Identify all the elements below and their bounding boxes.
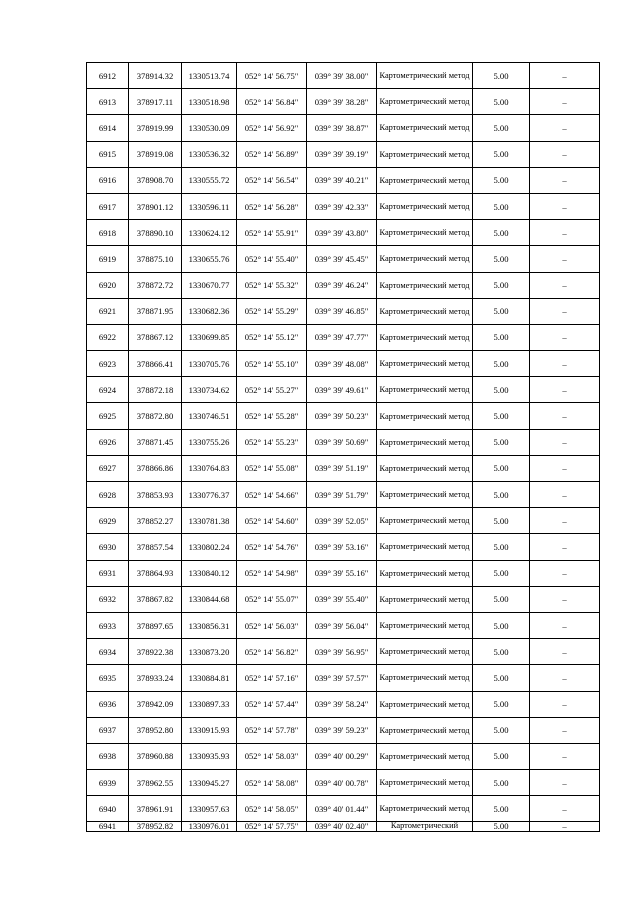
- dash-cell: –: [530, 351, 600, 377]
- table-row: [87, 115, 600, 141]
- latitude-cell: 052° 14' 55.40": [237, 246, 307, 272]
- dash-cell: –: [530, 534, 600, 560]
- y-coordinate-cell: 1330776.37: [182, 482, 237, 508]
- y-coordinate-cell: 1330655.76: [182, 246, 237, 272]
- longitude-cell: 039° 39' 45.45": [307, 246, 377, 272]
- method-cell: Картометрический метод: [377, 167, 473, 193]
- accuracy-cell: 5.00: [473, 534, 530, 560]
- method-cell: Картометрический метод: [377, 455, 473, 481]
- method-cell: Картометрический метод: [377, 63, 473, 89]
- y-coordinate-cell: 1330670.77: [182, 272, 237, 298]
- method-cell: Картометрический метод: [377, 612, 473, 638]
- x-coordinate-cell: 378961.91: [129, 796, 182, 822]
- method-cell: Картометрический метод: [377, 298, 473, 324]
- y-coordinate-cell: 1330536.32: [182, 141, 237, 167]
- y-coordinate-cell: 1330624.12: [182, 220, 237, 246]
- table-row: [87, 534, 600, 560]
- point-number-cell: 6913: [87, 89, 129, 115]
- point-number-cell: 6921: [87, 298, 129, 324]
- latitude-cell: 052° 14' 55.28": [237, 403, 307, 429]
- accuracy-cell: 5.00: [473, 377, 530, 403]
- latitude-cell: 052° 14' 54.60": [237, 508, 307, 534]
- y-coordinate-cell: 1330518.98: [182, 89, 237, 115]
- table-row: [87, 665, 600, 691]
- table-row: [87, 272, 600, 298]
- method-cell: Картометрический метод: [377, 324, 473, 350]
- accuracy-cell: 5.00: [473, 691, 530, 717]
- longitude-cell: 039° 39' 46.85": [307, 298, 377, 324]
- point-number-cell: 6915: [87, 141, 129, 167]
- accuracy-cell: 5.00: [473, 63, 530, 89]
- method-cell: Картометрический метод: [377, 141, 473, 167]
- dash-cell: –: [530, 796, 600, 822]
- dash-cell: –: [530, 743, 600, 769]
- method-cell: Картометрический метод: [377, 482, 473, 508]
- point-number-cell: 6923: [87, 351, 129, 377]
- dash-cell: –: [530, 665, 600, 691]
- accuracy-cell: 5.00: [473, 403, 530, 429]
- longitude-cell: 039° 40' 01.44": [307, 796, 377, 822]
- accuracy-cell: 5.00: [473, 743, 530, 769]
- y-coordinate-cell: 1330935.93: [182, 743, 237, 769]
- accuracy-cell: 5.00: [473, 167, 530, 193]
- y-coordinate-cell: 1330884.81: [182, 665, 237, 691]
- accuracy-cell: 5.00: [473, 455, 530, 481]
- point-number-cell: 6938: [87, 743, 129, 769]
- accuracy-cell: 5.00: [473, 324, 530, 350]
- table-row: [87, 455, 600, 481]
- y-coordinate-cell: 1330530.09: [182, 115, 237, 141]
- point-number-cell: 6929: [87, 508, 129, 534]
- x-coordinate-cell: 378914.32: [129, 63, 182, 89]
- x-coordinate-cell: 378875.10: [129, 246, 182, 272]
- latitude-cell: 052° 14' 56.89": [237, 141, 307, 167]
- table-row: [87, 691, 600, 717]
- x-coordinate-cell: 378917.11: [129, 89, 182, 115]
- y-coordinate-cell: 1330705.76: [182, 351, 237, 377]
- method-cell: Картометрический метод: [377, 639, 473, 665]
- longitude-cell: 039° 39' 51.79": [307, 482, 377, 508]
- latitude-cell: 052° 14' 57.75": [237, 822, 307, 832]
- table-row: [87, 717, 600, 743]
- longitude-cell: 039° 39' 50.23": [307, 403, 377, 429]
- y-coordinate-cell: 1330764.83: [182, 455, 237, 481]
- latitude-cell: 052° 14' 56.92": [237, 115, 307, 141]
- table-row: [87, 770, 600, 796]
- y-coordinate-cell: 1330957.63: [182, 796, 237, 822]
- x-coordinate-cell: 378919.99: [129, 115, 182, 141]
- accuracy-cell: 5.00: [473, 89, 530, 115]
- method-cell: Картометрический метод: [377, 691, 473, 717]
- point-number-cell: 6935: [87, 665, 129, 691]
- longitude-cell: 039° 39' 38.00": [307, 63, 377, 89]
- accuracy-cell: 5.00: [473, 429, 530, 455]
- table-row: [87, 612, 600, 638]
- method-cell: Картометрический метод: [377, 115, 473, 141]
- table-row: [87, 193, 600, 219]
- x-coordinate-cell: 378872.72: [129, 272, 182, 298]
- accuracy-cell: 5.00: [473, 770, 530, 796]
- point-number-cell: 6919: [87, 246, 129, 272]
- latitude-cell: 052° 14' 55.29": [237, 298, 307, 324]
- point-number-cell: 6931: [87, 560, 129, 586]
- x-coordinate-cell: 378901.12: [129, 193, 182, 219]
- longitude-cell: 039° 40' 00.29": [307, 743, 377, 769]
- latitude-cell: 052° 14' 55.32": [237, 272, 307, 298]
- dash-cell: –: [530, 429, 600, 455]
- accuracy-cell: 5.00: [473, 796, 530, 822]
- table-row: [87, 167, 600, 193]
- method-cell: Картометрический метод: [377, 665, 473, 691]
- latitude-cell: 052° 14' 55.10": [237, 351, 307, 377]
- longitude-cell: 039° 39' 43.80": [307, 220, 377, 246]
- table-row: [87, 351, 600, 377]
- dash-cell: –: [530, 403, 600, 429]
- point-number-cell: 6928: [87, 482, 129, 508]
- y-coordinate-cell: 1330976.01: [182, 822, 237, 832]
- x-coordinate-cell: 378952.80: [129, 717, 182, 743]
- point-number-cell: 6917: [87, 193, 129, 219]
- latitude-cell: 052° 14' 56.84": [237, 89, 307, 115]
- x-coordinate-cell: 378962.55: [129, 770, 182, 796]
- longitude-cell: 039° 39' 50.69": [307, 429, 377, 455]
- y-coordinate-cell: 1330555.72: [182, 167, 237, 193]
- dash-cell: –: [530, 560, 600, 586]
- dash-cell: –: [530, 586, 600, 612]
- y-coordinate-cell: 1330746.51: [182, 403, 237, 429]
- method-cell: Картометрический метод: [377, 429, 473, 455]
- accuracy-cell: 5.00: [473, 193, 530, 219]
- longitude-cell: 039° 39' 51.19": [307, 455, 377, 481]
- accuracy-cell: 5.00: [473, 717, 530, 743]
- table-row: [87, 403, 600, 429]
- table-row: [87, 586, 600, 612]
- y-coordinate-cell: 1330915.93: [182, 717, 237, 743]
- point-number-cell: 6925: [87, 403, 129, 429]
- point-number-cell: 6924: [87, 377, 129, 403]
- dash-cell: –: [530, 612, 600, 638]
- point-number-cell: 6937: [87, 717, 129, 743]
- y-coordinate-cell: 1330802.24: [182, 534, 237, 560]
- method-cell: Картометрический метод: [377, 508, 473, 534]
- accuracy-cell: 5.00: [473, 220, 530, 246]
- point-number-cell: 6916: [87, 167, 129, 193]
- longitude-cell: 039° 39' 55.40": [307, 586, 377, 612]
- dash-cell: –: [530, 324, 600, 350]
- longitude-cell: 039° 39' 46.24": [307, 272, 377, 298]
- accuracy-cell: 5.00: [473, 482, 530, 508]
- coordinates-table: [86, 62, 600, 832]
- longitude-cell: 039° 39' 39.19": [307, 141, 377, 167]
- accuracy-cell: 5.00: [473, 115, 530, 141]
- y-coordinate-cell: 1330873.20: [182, 639, 237, 665]
- table-body: [87, 63, 600, 832]
- x-coordinate-cell: 378872.80: [129, 403, 182, 429]
- latitude-cell: 052° 14' 57.16": [237, 665, 307, 691]
- longitude-cell: 039° 40' 02.40": [307, 822, 377, 832]
- longitude-cell: 039° 39' 59.23": [307, 717, 377, 743]
- latitude-cell: 052° 14' 56.82": [237, 639, 307, 665]
- x-coordinate-cell: 378919.08: [129, 141, 182, 167]
- longitude-cell: 039° 39' 58.24": [307, 691, 377, 717]
- accuracy-cell: 5.00: [473, 612, 530, 638]
- dash-cell: –: [530, 272, 600, 298]
- y-coordinate-cell: 1330945.27: [182, 770, 237, 796]
- latitude-cell: 052° 14' 55.12": [237, 324, 307, 350]
- x-coordinate-cell: 378871.45: [129, 429, 182, 455]
- longitude-cell: 039° 39' 56.04": [307, 612, 377, 638]
- x-coordinate-cell: 378864.93: [129, 560, 182, 586]
- method-cell: Картометрический метод: [377, 743, 473, 769]
- latitude-cell: 052° 14' 55.08": [237, 455, 307, 481]
- point-number-cell: 6927: [87, 455, 129, 481]
- longitude-cell: 039° 39' 48.08": [307, 351, 377, 377]
- dash-cell: –: [530, 63, 600, 89]
- dash-cell: –: [530, 167, 600, 193]
- method-cell: Картометрический метод: [377, 351, 473, 377]
- latitude-cell: 052° 14' 58.03": [237, 743, 307, 769]
- longitude-cell: 039° 39' 52.05": [307, 508, 377, 534]
- x-coordinate-cell: 378857.54: [129, 534, 182, 560]
- point-number-cell: 6920: [87, 272, 129, 298]
- table-row: [87, 822, 600, 832]
- x-coordinate-cell: 378866.86: [129, 455, 182, 481]
- x-coordinate-cell: 378871.95: [129, 298, 182, 324]
- y-coordinate-cell: 1330596.11: [182, 193, 237, 219]
- latitude-cell: 052° 14' 54.76": [237, 534, 307, 560]
- dash-cell: –: [530, 115, 600, 141]
- dash-cell: –: [530, 639, 600, 665]
- longitude-cell: 039° 39' 56.95": [307, 639, 377, 665]
- method-cell: Картометрический метод: [377, 560, 473, 586]
- dash-cell: –: [530, 691, 600, 717]
- point-number-cell: 6941: [87, 822, 129, 832]
- method-cell: Картометрический: [377, 822, 473, 832]
- table-row: [87, 246, 600, 272]
- x-coordinate-cell: 378866.41: [129, 351, 182, 377]
- method-cell: Картометрический метод: [377, 220, 473, 246]
- point-number-cell: 6939: [87, 770, 129, 796]
- dash-cell: –: [530, 298, 600, 324]
- point-number-cell: 6912: [87, 63, 129, 89]
- latitude-cell: 052° 14' 56.03": [237, 612, 307, 638]
- latitude-cell: 052° 14' 55.91": [237, 220, 307, 246]
- dash-cell: –: [530, 377, 600, 403]
- y-coordinate-cell: 1330856.31: [182, 612, 237, 638]
- y-coordinate-cell: 1330844.68: [182, 586, 237, 612]
- point-number-cell: 6936: [87, 691, 129, 717]
- x-coordinate-cell: 378867.82: [129, 586, 182, 612]
- longitude-cell: 039° 39' 53.16": [307, 534, 377, 560]
- accuracy-cell: 5.00: [473, 665, 530, 691]
- latitude-cell: 052° 14' 57.44": [237, 691, 307, 717]
- method-cell: Картометрический метод: [377, 89, 473, 115]
- dash-cell: –: [530, 770, 600, 796]
- y-coordinate-cell: 1330734.62: [182, 377, 237, 403]
- accuracy-cell: 5.00: [473, 560, 530, 586]
- table-row: [87, 377, 600, 403]
- point-number-cell: 6930: [87, 534, 129, 560]
- point-number-cell: 6934: [87, 639, 129, 665]
- point-number-cell: 6922: [87, 324, 129, 350]
- method-cell: Картометрический метод: [377, 193, 473, 219]
- latitude-cell: 052° 14' 54.98": [237, 560, 307, 586]
- point-number-cell: 6932: [87, 586, 129, 612]
- table-row: [87, 482, 600, 508]
- point-number-cell: 6914: [87, 115, 129, 141]
- longitude-cell: 039° 39' 38.87": [307, 115, 377, 141]
- table-row: [87, 508, 600, 534]
- dash-cell: –: [530, 822, 600, 832]
- latitude-cell: 052° 14' 55.23": [237, 429, 307, 455]
- point-number-cell: 6933: [87, 612, 129, 638]
- accuracy-cell: 5.00: [473, 298, 530, 324]
- y-coordinate-cell: 1330755.26: [182, 429, 237, 455]
- table-row: [87, 63, 600, 89]
- method-cell: Картометрический метод: [377, 796, 473, 822]
- dash-cell: –: [530, 455, 600, 481]
- method-cell: Картометрический метод: [377, 534, 473, 560]
- table-row: [87, 560, 600, 586]
- dash-cell: –: [530, 141, 600, 167]
- dash-cell: –: [530, 220, 600, 246]
- method-cell: Картометрический метод: [377, 246, 473, 272]
- y-coordinate-cell: 1330897.33: [182, 691, 237, 717]
- method-cell: Картометрический метод: [377, 770, 473, 796]
- dash-cell: –: [530, 482, 600, 508]
- accuracy-cell: 5.00: [473, 351, 530, 377]
- x-coordinate-cell: 378922.38: [129, 639, 182, 665]
- point-number-cell: 6926: [87, 429, 129, 455]
- latitude-cell: 052° 14' 56.54": [237, 167, 307, 193]
- x-coordinate-cell: 378942.09: [129, 691, 182, 717]
- x-coordinate-cell: 378852.27: [129, 508, 182, 534]
- method-cell: Картометрический метод: [377, 403, 473, 429]
- table-row: [87, 89, 600, 115]
- latitude-cell: 052° 14' 56.28": [237, 193, 307, 219]
- y-coordinate-cell: 1330699.85: [182, 324, 237, 350]
- longitude-cell: 039° 39' 38.28": [307, 89, 377, 115]
- table-row: [87, 298, 600, 324]
- point-number-cell: 6940: [87, 796, 129, 822]
- point-number-cell: 6918: [87, 220, 129, 246]
- dash-cell: –: [530, 246, 600, 272]
- dash-cell: –: [530, 717, 600, 743]
- longitude-cell: 039° 39' 55.16": [307, 560, 377, 586]
- latitude-cell: 052° 14' 56.75": [237, 63, 307, 89]
- accuracy-cell: 5.00: [473, 508, 530, 534]
- latitude-cell: 052° 14' 54.66": [237, 482, 307, 508]
- y-coordinate-cell: 1330781.38: [182, 508, 237, 534]
- method-cell: Картометрический метод: [377, 272, 473, 298]
- longitude-cell: 039° 39' 42.33": [307, 193, 377, 219]
- latitude-cell: 052° 14' 55.27": [237, 377, 307, 403]
- latitude-cell: 052° 14' 57.78": [237, 717, 307, 743]
- x-coordinate-cell: 378960.88: [129, 743, 182, 769]
- accuracy-cell: 5.00: [473, 822, 530, 832]
- dash-cell: –: [530, 193, 600, 219]
- longitude-cell: 039° 39' 49.61": [307, 377, 377, 403]
- x-coordinate-cell: 378897.65: [129, 612, 182, 638]
- dash-cell: –: [530, 508, 600, 534]
- method-cell: Картометрический метод: [377, 586, 473, 612]
- table-row: [87, 324, 600, 350]
- x-coordinate-cell: 378908.70: [129, 167, 182, 193]
- y-coordinate-cell: 1330682.36: [182, 298, 237, 324]
- y-coordinate-cell: 1330840.12: [182, 560, 237, 586]
- table-row: [87, 796, 600, 822]
- longitude-cell: 039° 40' 00.78": [307, 770, 377, 796]
- x-coordinate-cell: 378853.93: [129, 482, 182, 508]
- table-row: [87, 141, 600, 167]
- latitude-cell: 052° 14' 55.07": [237, 586, 307, 612]
- table-row: [87, 639, 600, 665]
- table-row: [87, 429, 600, 455]
- x-coordinate-cell: 378933.24: [129, 665, 182, 691]
- x-coordinate-cell: 378872.18: [129, 377, 182, 403]
- y-coordinate-cell: 1330513.74: [182, 63, 237, 89]
- longitude-cell: 039° 39' 47.77": [307, 324, 377, 350]
- accuracy-cell: 5.00: [473, 639, 530, 665]
- x-coordinate-cell: 378890.10: [129, 220, 182, 246]
- longitude-cell: 039° 39' 57.57": [307, 665, 377, 691]
- method-cell: Картометрический метод: [377, 377, 473, 403]
- accuracy-cell: 5.00: [473, 272, 530, 298]
- latitude-cell: 052° 14' 58.05": [237, 796, 307, 822]
- table-row: [87, 743, 600, 769]
- accuracy-cell: 5.00: [473, 586, 530, 612]
- latitude-cell: 052° 14' 58.08": [237, 770, 307, 796]
- x-coordinate-cell: 378867.12: [129, 324, 182, 350]
- longitude-cell: 039° 39' 40.21": [307, 167, 377, 193]
- x-coordinate-cell: 378952.82: [129, 822, 182, 832]
- accuracy-cell: 5.00: [473, 141, 530, 167]
- accuracy-cell: 5.00: [473, 246, 530, 272]
- table-row: [87, 220, 600, 246]
- dash-cell: –: [530, 89, 600, 115]
- method-cell: Картометрический метод: [377, 717, 473, 743]
